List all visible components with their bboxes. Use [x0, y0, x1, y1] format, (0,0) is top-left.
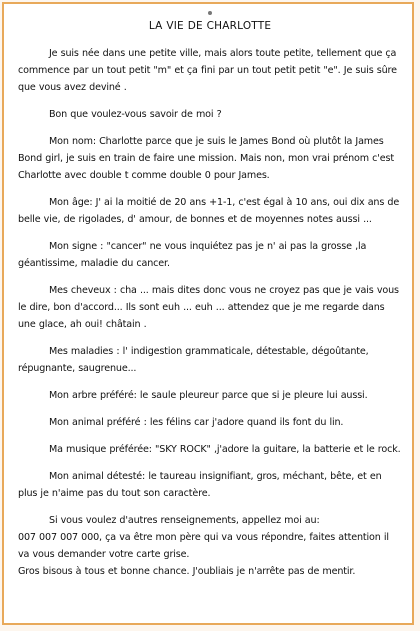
paragraph-sign: Mon signe : "cancer" ne vous inquiétez pas je n' ai pas la grosse ,la géantissime, maladie du cancer.: [18, 241, 367, 269]
paragraph-age: Mon âge: J' ai la moitié de 20 ans +1-1, c'est égal à 10 ans, oui dix ans de belle vie, de rigolades, d' amour, de bonnes et de moyennes notes aussi ...: [18, 197, 400, 225]
closing-line-goodbye: Gros bisous à tous et bonne chance. J'oubliais je n'arrête pas de mentir.: [18, 566, 356, 577]
paragraph-favorite-animal: Mon animal préféré : les félins car j'adore quand ils font du lin.: [49, 417, 344, 428]
closing-section: [18, 512, 402, 580]
closing-line-phone: 007 007 007 000, ça va être mon père qui va vous répondre, faites attention il va vous demander votre carte grise.: [18, 532, 389, 560]
document-page: [2, 2, 414, 625]
document-content: [18, 18, 402, 590]
page-mark: [208, 11, 212, 15]
document-title: LA VIE DE CHARLOTTE: [148, 20, 272, 32]
paragraph-tree: Mon arbre préféré: le saule pleureur parce que si je pleure lui aussi.: [49, 390, 368, 401]
paragraph-question: Bon que voulez-vous savoir de moi ?: [49, 109, 222, 120]
paragraph-hated-animal: Mon animal détesté: le taureau insignifiant, gros, méchant, bête, et en plus je n'aime pas du tout son caractère.: [18, 471, 382, 499]
paragraph-hair: Mes cheveux : cha ... mais dites donc vous ne croyez pas que je vais vous le dire, bon d'accord... Ils sont euh ... euh ... attendez que je me regarde dans une glace, ah oui! châtain .: [18, 285, 399, 330]
paragraph-intro: Je suis née dans une petite ville, mais alors toute petite, tellement que ça commence par un tout petit "m" et ça fini par un tout petit petit "e". Je suis sûre que vous avez deviné .: [18, 48, 397, 93]
paragraph-illnesses: Mes maladies : l' indigestion grammaticale, détestable, dégoûtante, répugnante, saugrenue...: [18, 346, 369, 374]
paragraph-music: Ma musique préférée: "SKY ROCK" ,j'adore la guitare, la batterie et le rock.: [49, 444, 401, 455]
paragraph-name: Mon nom: Charlotte parce que je suis le James Bond où plutôt la James Bond girl, je suis en train de faire une mission. Mais non, mon vrai prénom c'est Charlotte avec double t comme double 0 pour James.: [18, 136, 394, 181]
closing-line-contact: Si vous voulez d'autres renseignements, appellez moi au:: [49, 515, 320, 526]
